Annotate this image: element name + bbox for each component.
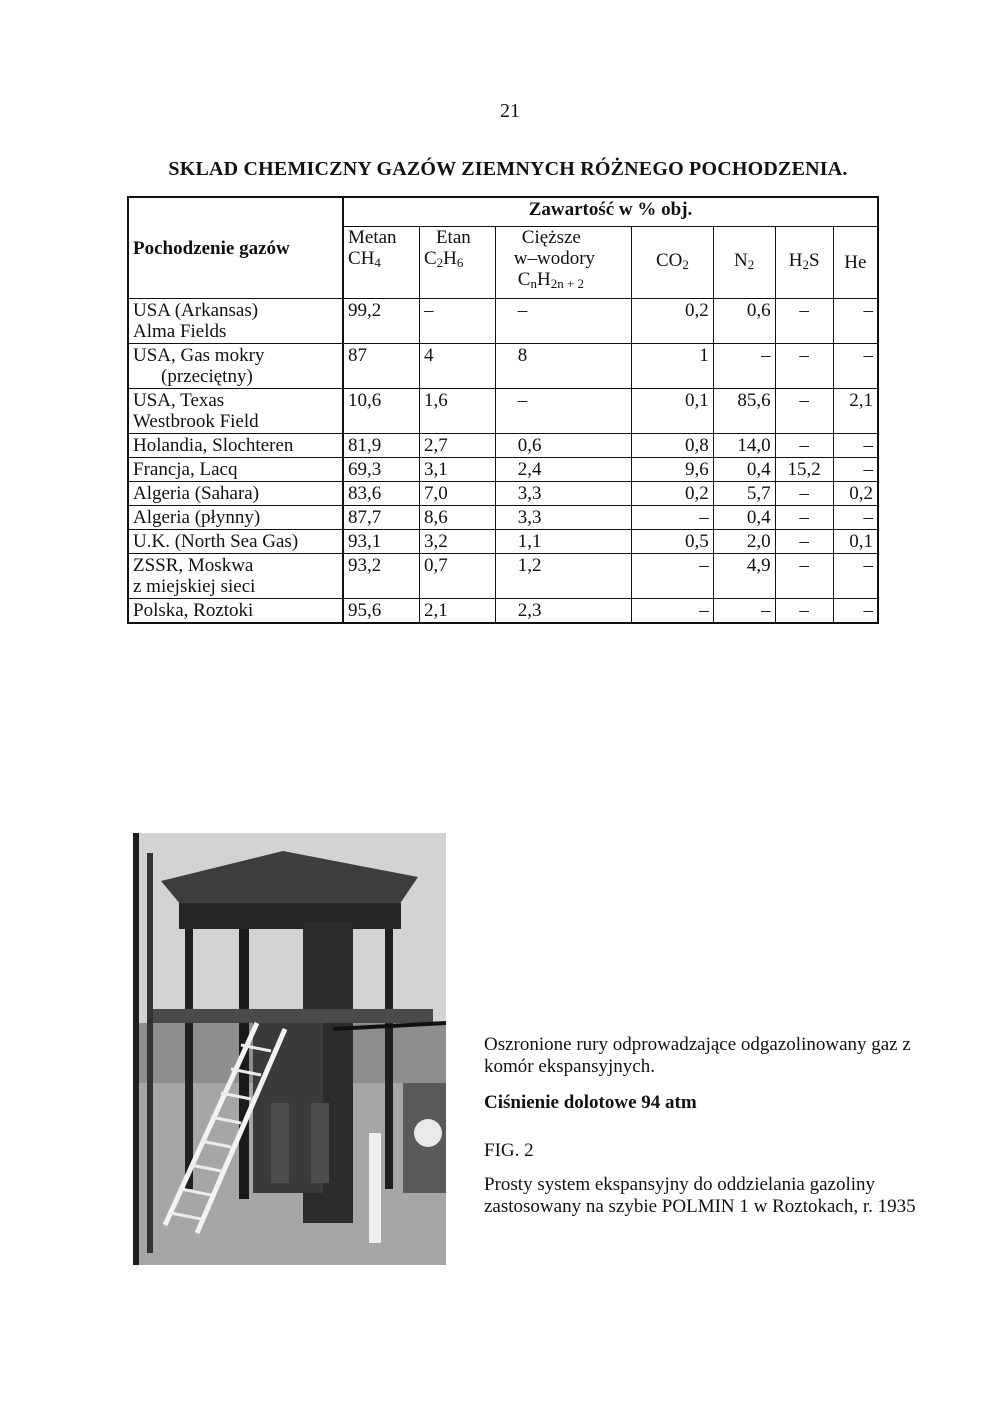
- source-header: Pochodzenie gazów: [128, 197, 343, 299]
- cell-n2: 2,0: [713, 530, 775, 554]
- photo-caption: [484, 1034, 924, 1218]
- cell-ch4: 87: [343, 344, 419, 389]
- cell-heavy: –: [495, 299, 631, 344]
- table-row: [128, 599, 878, 624]
- cell-co2: 0,5: [632, 530, 714, 554]
- cell-h2s: –: [775, 434, 833, 458]
- cell-n2: 85,6: [713, 389, 775, 434]
- cell-c2h6: 7,0: [419, 482, 495, 506]
- cell-ch4: 93,1: [343, 530, 419, 554]
- cell-h2s: –: [775, 530, 833, 554]
- cell-he: –: [833, 506, 878, 530]
- col-n2: $N_2$: [713, 227, 775, 299]
- cell-ch4: 83,6: [343, 482, 419, 506]
- photo-image: [133, 833, 446, 1265]
- cell-heavy: 1,2: [495, 554, 631, 599]
- cell-c2h6: 1,6: [419, 389, 495, 434]
- cell-he: –: [833, 458, 878, 482]
- cell-ch4: 81,9: [343, 434, 419, 458]
- table-row: [128, 554, 878, 599]
- cell-heavy: 0,6: [495, 434, 631, 458]
- cell-heavy: 3,3: [495, 506, 631, 530]
- cell-he: –: [833, 434, 878, 458]
- cell-n2: 0,4: [713, 458, 775, 482]
- col-ciezsze: Cięższe w–wodory $C_nH_{2n + 2}$: [495, 227, 631, 299]
- cell-n2: 5,7: [713, 482, 775, 506]
- cell-co2: 0,8: [632, 434, 714, 458]
- cell-heavy: 1,1: [495, 530, 631, 554]
- cell-n2: –: [713, 344, 775, 389]
- cell-n2: 14,0: [713, 434, 775, 458]
- cell-n2: –: [713, 599, 775, 624]
- cell-co2: –: [632, 554, 714, 599]
- cell-co2: –: [632, 599, 714, 624]
- cell-c2h6: 0,7: [419, 554, 495, 599]
- cell-ch4: 93,2: [343, 554, 419, 599]
- cell-source: USA, Texas Westbrook Field: [128, 389, 343, 434]
- cell-h2s: 15,2: [775, 458, 833, 482]
- gas-composition-table: [127, 196, 879, 624]
- col-metan: Metan $CH_4$: [343, 227, 419, 299]
- cell-he: 0,2: [833, 482, 878, 506]
- table-row: [128, 482, 878, 506]
- caption-description: Oszronione rury odprowadzające odgazolinowany gaz z komór ekspansyjnych.: [484, 1034, 911, 1077]
- cell-source: Holandia, Slochteren: [128, 434, 343, 458]
- cell-h2s: –: [775, 599, 833, 624]
- table-row: [128, 344, 878, 389]
- col-he: He: [833, 227, 878, 299]
- cell-ch4: 69,3: [343, 458, 419, 482]
- table-row: [128, 434, 878, 458]
- cell-source: USA, Gas mokry (przeciętny): [128, 344, 343, 389]
- cell-heavy: 3,3: [495, 482, 631, 506]
- caption-pressure: Ciśnienie dolotowe 94 atm: [484, 1092, 697, 1113]
- figure-caption: Prosty system ekspansyjny do oddzielania gazoliny zastosowany na szybie POLMIN 1 w Roztokach, r. 1935: [484, 1174, 916, 1217]
- cell-n2: 0,4: [713, 506, 775, 530]
- col-h2s: $H_2S$: [775, 227, 833, 299]
- cell-source: Algeria (Sahara): [128, 482, 343, 506]
- cell-heavy: 2,4: [495, 458, 631, 482]
- cell-he: 2,1: [833, 389, 878, 434]
- cell-h2s: –: [775, 344, 833, 389]
- cell-co2: 1: [632, 344, 714, 389]
- cell-h2s: –: [775, 506, 833, 530]
- page-number: 21: [500, 100, 520, 122]
- cell-he: –: [833, 554, 878, 599]
- cell-c2h6: 8,6: [419, 506, 495, 530]
- cell-heavy: 8: [495, 344, 631, 389]
- col-co2: $CO_2$: [632, 227, 714, 299]
- cell-source: Francja, Lacq: [128, 458, 343, 482]
- cell-h2s: –: [775, 299, 833, 344]
- cell-c2h6: 4: [419, 344, 495, 389]
- cell-he: 0,1: [833, 530, 878, 554]
- cell-ch4: 99,2: [343, 299, 419, 344]
- cell-source: U.K. (North Sea Gas): [128, 530, 343, 554]
- col-etan: Etan $C_2H_6$: [419, 227, 495, 299]
- cell-h2s: –: [775, 482, 833, 506]
- cell-co2: 0,1: [632, 389, 714, 434]
- cell-he: –: [833, 344, 878, 389]
- cell-source: ZSSR, Moskwa z miejskiej sieci: [128, 554, 343, 599]
- cell-he: –: [833, 599, 878, 624]
- cell-source: Polska, Roztoki: [128, 599, 343, 624]
- cell-heavy: 2,3: [495, 599, 631, 624]
- cell-h2s: –: [775, 554, 833, 599]
- table-row: [128, 299, 878, 344]
- table-title: SKLAD CHEMICZNY GAZÓW ZIEMNYCH RÓŻNEGO POCHODZENIA.: [168, 158, 848, 180]
- cell-co2: 0,2: [632, 482, 714, 506]
- cell-co2: 9,6: [632, 458, 714, 482]
- cell-source: USA (Arkansas) Alma Fields: [128, 299, 343, 344]
- cell-ch4: 87,7: [343, 506, 419, 530]
- photo-expansion-system: [133, 833, 446, 1265]
- cell-he: –: [833, 299, 878, 344]
- table-row: [128, 458, 878, 482]
- table-row: [128, 506, 878, 530]
- cell-ch4: 10,6: [343, 389, 419, 434]
- cell-c2h6: 2,1: [419, 599, 495, 624]
- group-header: Zawartość w % obj.: [343, 197, 878, 227]
- cell-n2: 4,9: [713, 554, 775, 599]
- table-row: [128, 530, 878, 554]
- cell-c2h6: 2,7: [419, 434, 495, 458]
- cell-c2h6: –: [419, 299, 495, 344]
- cell-co2: –: [632, 506, 714, 530]
- table-row: [128, 389, 878, 434]
- cell-heavy: –: [495, 389, 631, 434]
- cell-h2s: –: [775, 389, 833, 434]
- cell-source: Algeria (płynny): [128, 506, 343, 530]
- cell-ch4: 95,6: [343, 599, 419, 624]
- cell-c2h6: 3,2: [419, 530, 495, 554]
- cell-co2: 0,2: [632, 299, 714, 344]
- cell-c2h6: 3,1: [419, 458, 495, 482]
- cell-n2: 0,6: [713, 299, 775, 344]
- figure-label: FIG. 2: [484, 1140, 534, 1161]
